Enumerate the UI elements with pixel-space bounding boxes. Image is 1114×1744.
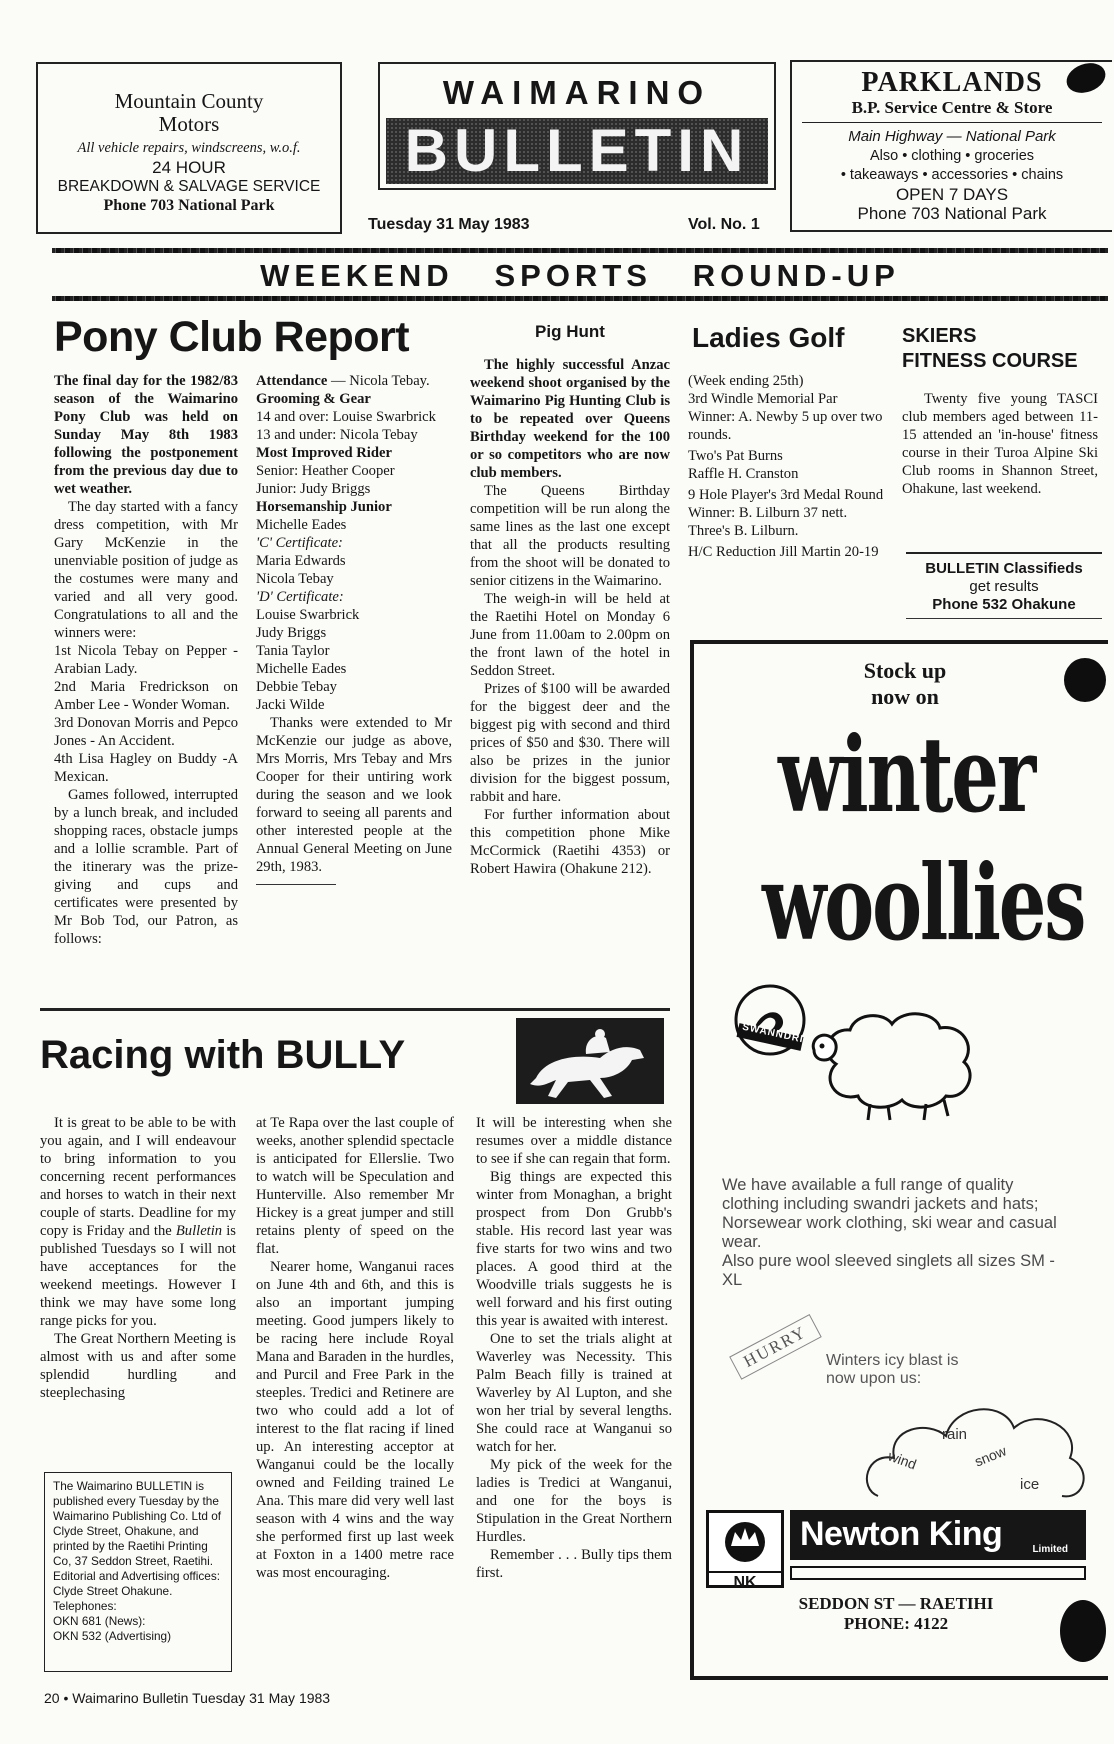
pig-hunt-para-2: The Queens Birthday competition will be run along the same lines as the last one except that all the products resulting from the shoot will be donated to senior citizens in the Waimarino.: [470, 483, 670, 589]
grooming-label: Grooming & Gear: [256, 391, 371, 407]
classifieds-line-3: Phone 532 Ohakune: [932, 596, 1076, 613]
classifieds-line-1: BULLETIN Classifieds: [925, 560, 1083, 577]
parklands-location: Main Highway — National Park: [848, 128, 1056, 145]
newton-ad-body-1: We have available a full range of quality clothing including swandri jackets and hats; Norsewear work clothing, ski wear and casual wear.: [722, 1176, 1057, 1251]
page-footer: 20 • Waimarino Bulletin Tuesday 31 May 1983: [44, 1690, 331, 1706]
racing-c1-p1-end: is published Tuesdays so I will not have acceptances for the weekend meetings. However I think we may have some long range picks for you.: [40, 1223, 236, 1329]
golf-line: Raffle H. Cranston: [688, 466, 799, 482]
golf-line: Winner: A. Newby 5 up over two rounds.: [688, 409, 883, 443]
pig-hunt-para-5: For further information about this competition phone Mike McCormick (Raetihi 4353) or Robert Hawira (Ohakune 212).: [470, 807, 670, 877]
golf-line: 3rd Windle Memorial Par: [688, 391, 838, 407]
newton-phone: PHONE: 4122: [843, 1614, 949, 1633]
pony-club-winner-4: 4th Lisa Hagley on Buddy -A Mexican.: [54, 751, 238, 785]
newton-brand-short: NK: [709, 1571, 781, 1593]
cert-c-label: 'C' Certificate:: [256, 535, 343, 551]
pony-club-para-3: Games followed, interrupted by a lunch break, and included shopping races, obstacle jumps and a lollie scramble. Part of the itinerary was the prize-giving and cups and certificates were presented by Mr Bob Tod, our Patron, as follows:: [54, 787, 238, 947]
pony-club-para-2: The day started with a fancy dress competition, with Mr Gary McKenzie in the unenviable position of judge as the costumes were many and varied and all very good. Congratulations to all and the winners were:: [54, 499, 238, 641]
pony-club-winner-1: 1st Nicola Tebay on Pepper - Arabian Lady.: [54, 643, 238, 677]
newton-brand: Newton King: [800, 1515, 1003, 1553]
racing-col-1: [40, 1114, 236, 1402]
racing-c1-p1-text: It is great to be able to be with you again, and I will endeavour to bring information to you concerning recent performances and horses to watch in their next couple of starts. Deadline for my copy is Friday and the: [40, 1115, 236, 1239]
racing-c3-p2: Big things are expected this winter from Monaghan, a bright prospect from Don Grubb's stable. His record last year was five starts for two wins and two places. A good third at the Woodville trials suggests he is well forward and his first outing this year is awaited with interest.: [476, 1169, 672, 1329]
skiers-headline-2: FITNESS COURSE: [902, 350, 1078, 372]
weather-cloud: [858, 1392, 1092, 1504]
cert-d-4: Michelle Eades: [256, 661, 347, 677]
cloud-wind: wind: [886, 1447, 919, 1473]
improved-2: Junior: Judy Briggs: [256, 481, 371, 497]
cert-c-2: Nicola Tebay: [256, 571, 334, 587]
racing-c3-p5: Remember . . . Bully tips them first.: [476, 1547, 672, 1581]
parklands-hours: OPEN 7 DAYS: [895, 185, 1009, 204]
publisher-text: The Waimarino BULLETIN is published every Tuesday by the Waimarino Publishing Co. Ltd of Clyde Street, Ohakune, and printed by the Raetihi Printing Co, 37 Seddon Street, Raetihi. Editorial and Advertising offices: Clyde Street Ohakune.: [53, 1479, 222, 1598]
newton-address: SEDDON ST — RAETIHI: [798, 1594, 994, 1613]
pig-hunt-headline: Pig Hunt: [535, 322, 605, 341]
pony-club-col-1: [54, 372, 238, 948]
racing-c1-p2: The Great Northern Meeting is almost with us and after some splendid hurdling and steeplechasing: [40, 1331, 236, 1401]
attendance-label: Attendance: [256, 373, 328, 389]
newton-ad-winter: winter: [777, 713, 1035, 836]
ladies-golf-headline: Ladies Golf: [692, 322, 845, 353]
classifieds-rule: [906, 552, 1102, 554]
attendance-value: — Nicola Tebay.: [327, 373, 430, 389]
pony-club-headline: Pony Club Report: [54, 313, 410, 361]
racing-headline: Racing with BULLY: [40, 1033, 406, 1077]
racing-c1-p1: [40, 1114, 236, 1330]
grooming-2: 13 and under: Nicola Tebay: [256, 427, 418, 443]
racing-c2-p1: at Te Rapa over the last couple of weeks, another splendid spectacle is anticipated for Ellerslie. Two to watch will be Speculation and Hunterville. Also remember Mr Hickey is a great jumper and still retains plenty of speed on the flat.: [256, 1115, 454, 1257]
parklands-subtitle: B.P. Service Centre & Store: [802, 98, 1102, 123]
newton-brand-bar: [790, 1510, 1086, 1560]
racing-c3-p1: It will be interesting when she resumes over a middle distance to see if she can regain that form.: [476, 1115, 672, 1167]
racing-c1-p1-italic: Bulletin: [175, 1223, 223, 1239]
golf-line: H/C Reduction Jill Martin 20-19: [688, 544, 879, 560]
cert-d-2: Judy Briggs: [256, 625, 327, 641]
mountain-ad-phone: Phone 703 National Park: [103, 197, 275, 214]
racing-c3-p4: My pick of the week for the ladies is Tredici at Wanganui, and one for the boys is Stipulation in the Great Northern Hurdles.: [476, 1457, 672, 1545]
skiers-body: Twenty five young TASCI club members aged between 11-15 attended an 'in-house' fitness course in their Turoa Alpine Ski Club rooms in Shannon Street, Ohakune, last weekend.: [902, 391, 1098, 497]
cert-d-6: Jacki Wilde: [256, 697, 325, 713]
newton-ad-headline-2: now on: [871, 684, 939, 709]
rule-under-banner: [52, 296, 1108, 301]
publisher-box: [44, 1472, 232, 1672]
mountain-ad-service: BREAKDOWN & SALVAGE SERVICE: [57, 178, 321, 195]
classifieds-line-2: get results: [969, 578, 1039, 595]
masthead-title-top: WAIMARINO: [442, 74, 712, 111]
classifieds-box: [902, 560, 1106, 614]
golf-line: Three's B. Lilburn.: [688, 523, 799, 539]
mountain-ad-name-1: Mountain County: [114, 89, 264, 113]
swan-icon: [724, 974, 816, 1066]
newton-ad-body: [722, 1176, 1074, 1290]
newton-ad-body-2: Also pure wool sleeved singlets all sizes SM - XL: [722, 1252, 1055, 1289]
cert-d-5: Debbie Tebay: [256, 679, 337, 695]
racing-col-2: [256, 1114, 454, 1582]
pony-club-winner-2: 2nd Maria Fredrickson on Amber Lee - Wonder Woman.: [54, 679, 238, 713]
parklands-name: PARKLANDS: [861, 67, 1043, 98]
ink-blot-decoration: [1060, 1600, 1106, 1662]
grooming-1: 14 and over: Louise Swarbrick: [256, 409, 436, 425]
newton-ad-headline: [760, 658, 1050, 710]
racehorse-badge: [516, 1018, 664, 1104]
masthead-volume: Vol. No. 1: [688, 216, 760, 233]
mountain-ad-hours: 24 HOUR: [152, 158, 226, 177]
golf-line: Two's Pat Burns: [688, 448, 783, 464]
parklands-phone: Phone 703 National Park: [857, 204, 1047, 223]
cloud-snow: snow: [972, 1442, 1009, 1470]
sheep-illustration: [806, 1004, 988, 1124]
cloud-rain: rain: [942, 1426, 968, 1443]
pony-club-col-2: [256, 372, 452, 885]
horsemanship-label: Horsemanship Junior: [256, 499, 392, 515]
publisher-tel-news: OKN 681 (News):: [53, 1614, 146, 1628]
improved-label: Most Improved Rider: [256, 445, 392, 461]
parklands-ad: [790, 60, 1112, 232]
skiers-col: [902, 390, 1098, 498]
cloud-ice: ice: [1020, 1476, 1040, 1493]
pig-hunt-para-3: The weigh-in will be held at the Raetihi Hotel on Monday 6 June from 11.00am to 2.00pm on the front lawn of the hotel in Seddon Street.: [470, 591, 670, 679]
publisher-tel-ads: OKN 532 (Advertising): [53, 1629, 172, 1643]
racing-rule: [40, 1008, 670, 1011]
rule-top: [52, 248, 1108, 253]
parklands-items-1: Also • clothing • groceries: [869, 148, 1035, 164]
pony-club-winner-3: 3rd Donovan Morris and Pepco Jones - An Accident.: [54, 715, 239, 749]
publisher-tel-label: Telephones:: [53, 1599, 117, 1613]
parklands-items-2: • takeaways • accessories • chains: [840, 167, 1064, 183]
golf-line: (Week ending 25th): [688, 373, 804, 389]
mountain-ad-tagline: All vehicle repairs, windscreens, w.o.f.: [77, 140, 301, 156]
newton-brand-sub: Limited: [1032, 1544, 1068, 1555]
skiers-headline: [902, 324, 1078, 374]
newton-king-logo: [706, 1510, 784, 1591]
newton-ad-headline-1: Stock up: [863, 658, 947, 683]
sheep-icon: [806, 1004, 988, 1124]
classifieds-rule-bottom: [906, 618, 1102, 619]
golf-line: Winner: B. Lilburn 37 nett.: [688, 505, 848, 521]
golf-line: 9 Hole Player's 3rd Medal Round: [688, 487, 884, 503]
racehorse-icon: [516, 1018, 664, 1104]
pig-hunt-lead: The highly successful Anzac weekend shoot organised by the Waimarino Pig Hunting Club is to be repeated over Queens Birthday weekend for the 100 or so competitors who are now club members.: [470, 357, 670, 481]
cert-d-1: Louise Swarbrick: [256, 607, 360, 623]
cert-c-1: Maria Edwards: [256, 553, 346, 569]
newton-brand-underline: [790, 1566, 1086, 1580]
swanndri-label: SWANNDRI: [741, 1021, 805, 1046]
pony-club-thanks: Thanks were extended to Mr McKenzie our judge as above, Mrs Morris, Mrs Tebay and Mrs Cooper for their untiring work during the season and we look forward to seeing all parents and other interested people at the Annual General Meeting on June 29th, 1983.: [256, 715, 452, 875]
masthead-title-main: BULLETIN: [386, 118, 768, 184]
newton-ad-woollies: woollies: [762, 841, 1085, 964]
cert-d-label: 'D' Certificate:: [256, 589, 344, 605]
newton-address-block: [706, 1594, 1086, 1634]
pig-hunt-para-4: Prizes of $100 will be awarded for the biggest deer and the biggest pig with second and third prices of $50 and $30. There will also be prizes in the junior division for the biggest possum, rabbit and hare.: [470, 681, 670, 805]
ink-blot-decoration: [1064, 658, 1106, 702]
hurry-stamp: HURRY: [729, 1314, 821, 1379]
masthead: [378, 62, 776, 190]
skiers-headline-1: SKIERS: [902, 325, 977, 347]
mountain-county-motors-ad: [36, 62, 342, 234]
crown-icon: [709, 1516, 781, 1566]
racing-c3-p3: One to set the trials alight at Waverley was Necessity. This Palm Beach filly is trained at Waverley by Al Lupton, and she won her trial by several lengths. She could race at Wanganui so watch for her.: [476, 1331, 672, 1455]
section-banner: WEEKEND SPORTS ROUND-UP: [260, 258, 900, 293]
racing-col-3: [476, 1114, 672, 1582]
masthead-date: Tuesday 31 May 1983: [368, 216, 530, 233]
ladies-golf-results: [688, 372, 886, 561]
winter-note: Winters icy blast is now upon us:: [826, 1352, 959, 1387]
mountain-ad-name-2: Motors: [158, 112, 220, 136]
swanndri-logo: [724, 974, 816, 1066]
pig-hunt-col: [470, 356, 670, 878]
horsemanship-1: Michelle Eades: [256, 517, 347, 533]
improved-1: Senior: Heather Cooper: [256, 463, 395, 479]
racing-c2-p2: Nearer home, Wanganui races on June 4th and 6th, and this is also an important jumping meeting. Good jumpers likely to be racing here include Royal Mana and Baraden in the hurdles, and Purcil and Free Park in the steeples. Tredici and Retinere are two who could add a lot of interest to the flat racing if lined up. An interesting acceptor at Wanganui could be the locally owned and Feilding trained Le Ana. This mare did very well last season with 4 wins and the way she performed first up last week at Foxton in a 1400 metre race was most encouraging.: [256, 1259, 454, 1581]
cert-d-3: Tania Taylor: [256, 643, 330, 659]
pony-club-lead: The final day for the 1982/83 season of the Waimarino Pony Club was held on Sunday May 8th 1983 following the postponement from the previous day due to wet weather.: [54, 373, 238, 497]
